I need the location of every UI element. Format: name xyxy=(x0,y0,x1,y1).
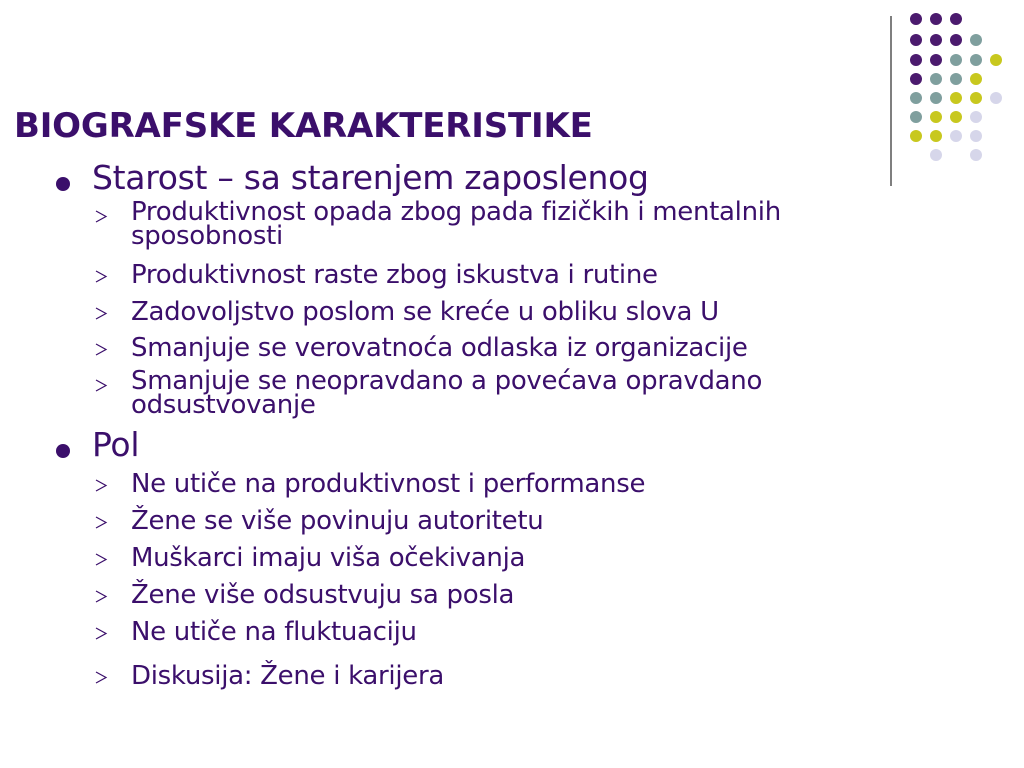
bullet-list xyxy=(0,158,1024,691)
bullet-level2 xyxy=(0,506,911,536)
bullet-level2 xyxy=(0,661,911,691)
arrow-bullet-icon xyxy=(95,343,108,356)
bullet-level2-line: sposobnosti xyxy=(131,221,283,251)
arrow-bullet-icon xyxy=(95,627,108,640)
bullet-level2-label: Diskusija: Žene i karijera xyxy=(131,661,444,691)
bullet-level1-label: Pol xyxy=(92,425,140,464)
bullet-level2-label: Muškarci imaju viša očekivanja xyxy=(131,543,526,573)
arrow-bullet-icon xyxy=(95,379,108,392)
round-bullet-icon xyxy=(56,444,70,458)
arrow-bullet-icon xyxy=(95,307,108,320)
bullet-level2 xyxy=(0,543,911,573)
bullet-level2-label: Zadovoljstvo poslom se kreće u obliku slova U xyxy=(131,297,719,327)
round-bullet-icon xyxy=(56,177,70,191)
bullet-level2 xyxy=(0,469,911,499)
bullet-level2 xyxy=(0,366,911,420)
bullet-level1-label: Starost – sa starenjem zaposlenog xyxy=(92,158,649,197)
arrow-bullet-icon xyxy=(95,671,108,684)
bullet-level2 xyxy=(0,617,911,647)
arrow-bullet-icon xyxy=(95,553,108,566)
bullet-level2 xyxy=(0,297,911,327)
bullet-level2-line: odsustvovanje xyxy=(131,390,316,420)
arrow-bullet-icon xyxy=(95,516,108,529)
bullet-level2 xyxy=(0,580,911,610)
arrow-bullet-icon xyxy=(95,479,108,492)
bullet-level2 xyxy=(0,197,911,251)
bullet-level1-starost xyxy=(0,158,1024,198)
bullet-level2-line: Smanjuje se neopravdano a povećava opravdano xyxy=(131,366,763,396)
bullet-level2-label: Smanjuje se verovatnoća odlaska iz organizacije xyxy=(131,333,748,363)
decorative-dot-grid xyxy=(902,10,1014,170)
bullet-level2-label: Produktivnost raste zbog iskustva i rutine xyxy=(131,260,658,290)
bullet-level2 xyxy=(0,260,911,290)
arrow-bullet-icon xyxy=(95,270,108,283)
bullet-level2 xyxy=(0,333,911,363)
bullet-level1-pol xyxy=(0,425,1024,465)
arrow-bullet-icon xyxy=(95,210,108,223)
bullet-level2-label: Žene se više povinuju autoritetu xyxy=(131,506,544,536)
slide-title: BIOGRAFSKE KARAKTERISTIKE xyxy=(14,106,593,146)
arrow-bullet-icon xyxy=(95,590,108,603)
bullet-level2-label: Ne utiče na produktivnost i performanse xyxy=(131,469,646,499)
bullet-level2-label: Žene više odsustvuju sa posla xyxy=(131,580,515,610)
bullet-level2-label: Ne utiče na fluktuaciju xyxy=(131,617,417,647)
bullet-level2-line: Produktivnost opada zbog pada fizičkih i mentalnih xyxy=(131,197,781,227)
